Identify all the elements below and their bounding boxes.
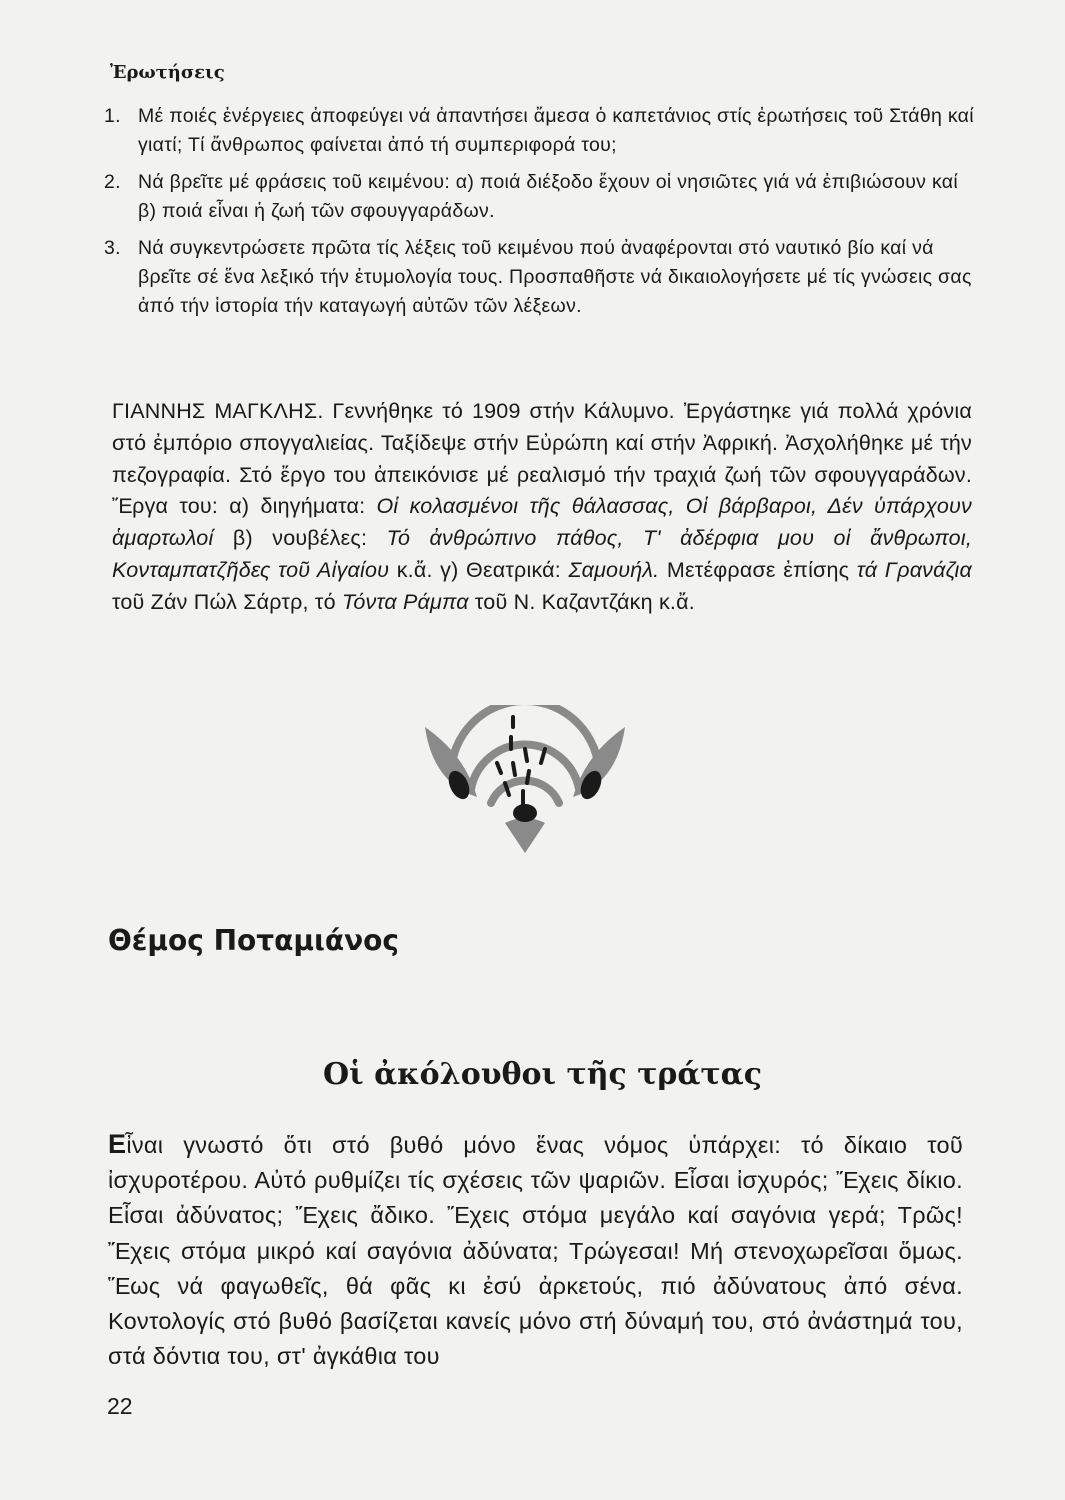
author-name: Θέμος Ποταμιάνος (108, 924, 400, 957)
question-text: Νά βρεῖτε μέ φράσεις τοῦ κειμένου: α) ποιά διέξοδο ἔχουν οἱ νησιῶτες γιά νά ἐπιβιώσουν καί β) ποιά εἶναι ἡ ζωή τῶν σφουγγαράδων. (138, 171, 958, 222)
bio-text: ΓΙΑΝΝΗΣ ΜΑΓΚΛΗΣ. Γεννήθηκε τό 1909 στήν Κάλυμνο. Ἐργάστηκε γιά πολλά χρόνια στό ἐμπόριο σπογγαλιείας. Ταξίδεψε στήν Εὐρώπη καί στήν Ἀφρική. Ἀσχολήθηκε μέ τήν πεζογραφία. Στό ἔργο του ἀπεικόνισε μέ ρεαλισμό τήν τραχιά ζωή τῶν σφουγγαράδων. Ἔργα του: α) διηγήματα: (112, 399, 972, 519)
question-number: 1. (104, 105, 121, 127)
story-text: ἶναι γνωστό ὅτι στό βυθό μόνο ἕνας νόμος ὑπάρχει: τό δίκαιο τοῦ ἰσχυροτέρου. Αὐτό ρυθμίζει τίς σχέσεις τῶν ψαριῶν. Εἶσαι ἰσχυρός; Ἔχεις δίκιο. Εἶσαι ἀδύνατος; Ἔχεις ἄδικο. Ἔχεις στόμα μεγάλο καί σαγόνια γερά; Τρῶς! Ἔχεις στόμα μικρό καί σαγόνια ἀδύνατα; Τρώγεσαι! Μή στενοχωρεῖσαι ὅμως. Ἕως νά φαγωθεῖς, θά φᾶς κι ἐσύ ἀρκετούς, πιό ἀδύνατους ἀπό σένα. Κοντολογίς στό βυθό βασίζεται κανείς μόνο στή δύναμή του, στό ἀνάστημά του, στά δόντια του, στ' ἀγκάθια του (108, 1132, 963, 1370)
question-number: 3. (104, 237, 121, 259)
questions-heading: Ἐρωτήσεις (110, 62, 225, 83)
question-item (104, 234, 974, 321)
question-text: Μέ ποιές ἐνέργειες ἀποφεύγει νά ἀπαντήσει ἄμεσα ὁ καπετάνιος στίς ἐρωτήσεις τοῦ Στάθη καί γιατί; Τί ἄνθρωπος φαίνεται ἀπό τή συμπεριφορά του; (138, 105, 974, 156)
bio-work-title: τά Γρανάζια (856, 557, 972, 582)
question-number: 2. (104, 171, 121, 193)
bio-text: Μετέφρασε ἐπίσης (659, 557, 857, 582)
question-item (104, 168, 974, 226)
bio-text: τοῦ Ζάν Πώλ Σάρτρ, τό (112, 589, 342, 614)
bio-work-title: Σαμουήλ. (568, 557, 660, 582)
question-item (104, 102, 974, 160)
bio-work-title: Οἱ κολασμένοι τῆς θάλασσας, Οἱ βάρβαροι, Δέν ὑπάρχουν ἁμαρτωλοί (112, 494, 972, 551)
bio-work-title: Τό ἀνθρώπινο πάθος, Τ' ἀδέρφια μου οἱ ἄνθρωποι, Κονταμπατζῆδες τοῦ Αἰγαίου (112, 526, 972, 582)
question-text: Νά συγκεντρώσετε πρῶτα τίς λέξεις τοῦ κειμένου πού ἀναφέρονται στό ναυτικό βίο καί νά βρεῖτε σέ ἕνα λεξικό τήν ἐτυμολογία τους. Προσπαθῆστε νά δικαιολογήσετε μέ τίς γνώσεις σας ἀπό τήν ἱστορία τήν καταγωγή αὐτῶν τῶν λέξεων. (138, 237, 972, 317)
questions-list (104, 102, 974, 329)
author-biography (112, 396, 972, 619)
bio-text: κ.ἄ. γ) Θεατρικά: (389, 557, 569, 582)
drop-cap: Ε (108, 1129, 127, 1159)
bio-text: τοῦ Ν. Καζαντζάκη κ.ἄ. (468, 589, 695, 614)
story-title: Οἱ ἀκόλουθοι τῆς τράτας (323, 1057, 762, 1092)
story-body (108, 1127, 963, 1374)
page-number: 22 (107, 1393, 133, 1419)
fan-ornament-icon (405, 705, 645, 855)
bio-text: β) νουβέλες: (213, 526, 387, 551)
bio-work-title: Τόντα Ράμπα (341, 589, 469, 614)
